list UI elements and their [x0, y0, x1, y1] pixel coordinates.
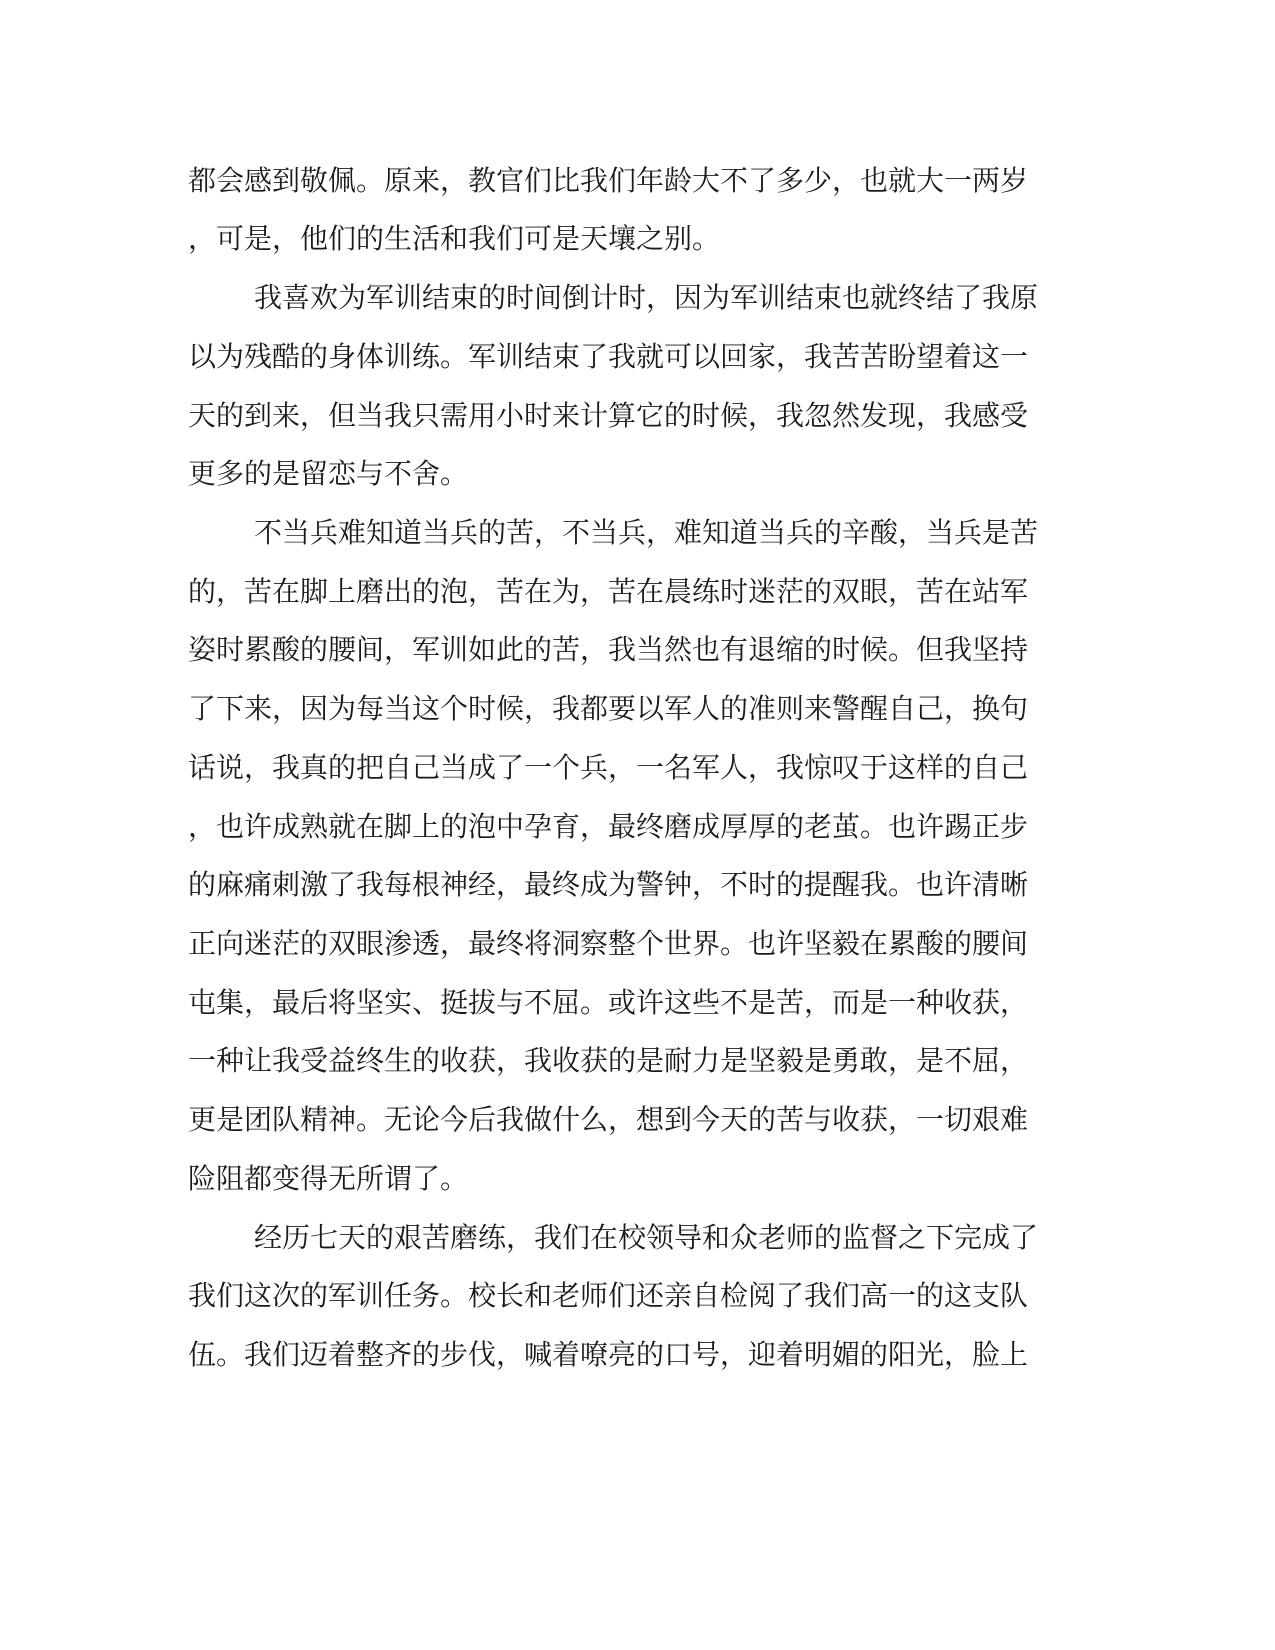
- text-line: ，也许成熟就在脚上的泡中孕育，最终磨成厚厚的老茧。也许踢正步: [188, 810, 1029, 843]
- paragraph-first-line: 经历七天的艰苦磨练，我们在校领导和众老师的监督之下完成了: [254, 1221, 1039, 1254]
- text-line: 以为残酷的身体训练。军训结束了我就可以回家，我苦苦盼望着这一: [188, 340, 1029, 373]
- text-line: 一种让我受益终生的收获，我收获的是耐力是坚毅是勇敢，是不屈，: [188, 1044, 1029, 1077]
- text-line: ，可是，他们的生活和我们可是天壤之别。: [188, 222, 721, 255]
- text-line: 姿时累酸的腰间，军训如此的苦，我当然也有退缩的时候。但我坚持: [188, 633, 1029, 666]
- text-line: 天的到来，但当我只需用小时来计算它的时候，我忽然发现，我感受: [188, 399, 1029, 432]
- text-line: 了下来，因为每当这个时候，我都要以军人的准则来警醒自己，换句: [188, 692, 1029, 725]
- text-line: 伍。我们迈着整齐的步伐，喊着嘹亮的口号，迎着明媚的阳光，脸上: [188, 1338, 1029, 1371]
- text-line: 话说，我真的把自己当成了一个兵，一名军人，我惊叹于这样的自己: [188, 751, 1029, 784]
- text-line: 的，苦在脚上磨出的泡，苦在为，苦在晨练时迷茫的双眼，苦在站军: [188, 575, 1029, 608]
- paragraph-first-line: 不当兵难知道当兵的苦，不当兵，难知道当兵的辛酸，当兵是苦: [254, 516, 1039, 549]
- text-line: 的麻痛刺激了我每根神经，最终成为警钟，不时的提醒我。也许清晰: [188, 868, 1029, 901]
- text-line: 更是团队精神。无论今后我做什么，想到今天的苦与收获，一切艰难: [188, 1103, 1029, 1136]
- text-line: 正向迷茫的双眼渗透，最终将洞察整个世界。也许坚毅在累酸的腰间: [188, 927, 1029, 960]
- paragraph-first-line: 我喜欢为军训结束的时间倒计时，因为军训结束也就终结了我原: [254, 281, 1039, 314]
- text-line: 险阻都变得无所谓了。: [188, 1162, 469, 1195]
- text-line: 更多的是留恋与不舍。: [188, 457, 469, 490]
- text-line: 我们这次的军训任务。校长和老师们还亲自检阅了我们高一的这支队: [188, 1279, 1029, 1312]
- text-line: 屯集，最后将坚实、挺拔与不屈。或许这些不是苦，而是一种收获，: [188, 986, 1029, 1019]
- text-line: 都会感到敬佩。原来，教官们比我们年龄大不了多少，也就大一两岁: [188, 164, 1029, 197]
